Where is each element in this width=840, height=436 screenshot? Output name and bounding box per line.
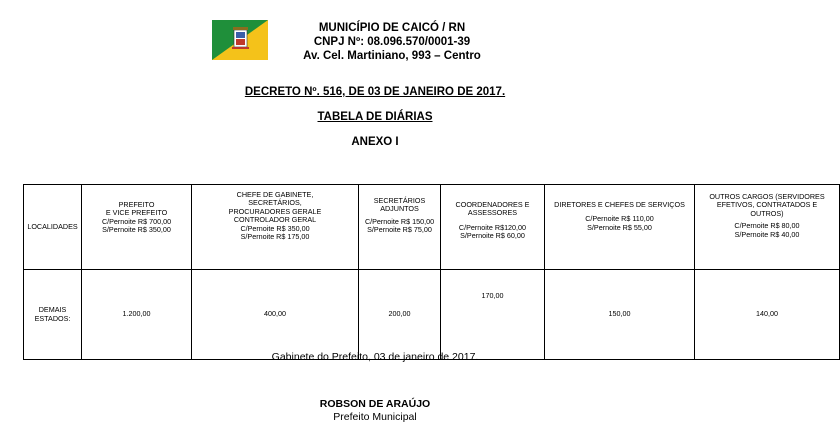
col-secretarios-adjuntos: SECRETÁRIOS ADJUNTOS C/Pernoite R$ 150,00 S/Pernoite R$ 75,00 [359, 185, 441, 270]
value-coordenadores: 170,00 [441, 270, 545, 360]
daily-rates-table [23, 184, 840, 360]
address: Av. Cel. Martiniano, 993 – Centro [303, 50, 481, 62]
signatory-role: Prefeito Municipal [333, 411, 417, 423]
table-row [24, 270, 840, 360]
col-diretores: DIRETORES E CHEFES DE SERVIÇOS C/Pernoite R$ 110,00 S/Pernoite R$ 55,00 [545, 185, 695, 270]
col-coordenadores: COORDENADORES E ASSESSORES C/Pernoite R$120,00 S/Pernoite R$ 60,00 [441, 185, 545, 270]
localidades-header: LOCALIDADES [24, 185, 82, 270]
coat-of-arms-icon [232, 27, 249, 49]
annex-title: ANEXO I [351, 136, 399, 148]
value-diretores: 150,00 [545, 270, 695, 360]
col-prefeito: PREFEITO E VICE PREFEITO C/Pernoite R$ 700,00 S/Pernoite R$ 350,00 [82, 185, 192, 270]
value-prefeito: 1.200,00 [82, 270, 192, 360]
table-title: TABELA DE DIÁRIAS [317, 111, 433, 123]
table-header-row [24, 185, 840, 270]
decree-title: DECRETO Nº. 516, DE 03 DE JANEIRO DE 2017. [244, 86, 506, 98]
signature-place-date: Gabinete do Prefeito, 03 de janeiro de 2017. [271, 351, 479, 363]
value-chefe-gabinete: 400,00 [192, 270, 359, 360]
col-outros-cargos: OUTROS CARGOS (SERVIDORES EFETIVOS, CONTRATADOS E OUTROS) C/Pernoite R$ 80,00 S/Pernoite R$ 40,00 [695, 185, 840, 270]
row-label: DEMAIS ESTADOS: [24, 270, 82, 360]
cnpj: CNPJ Nº: 08.096.570/0001-39 [313, 36, 471, 48]
value-secretarios-adjuntos: 200,00 [359, 270, 441, 360]
value-outros-cargos: 140,00 [695, 270, 840, 360]
municipal-flag [212, 20, 268, 60]
signatory-name: ROBSON DE ARAÚJO [319, 398, 431, 410]
municipality-name: MUNICÍPIO DE CAICÓ / RN [318, 22, 466, 34]
col-chefe-gabinete: CHEFE DE GABINETE, SECRETÁRIOS, PROCURADORES GERALE CONTROLADOR GERAL C/Pernoite R$ 350,00 S/Pernoite R$ 175,00 [192, 185, 359, 270]
